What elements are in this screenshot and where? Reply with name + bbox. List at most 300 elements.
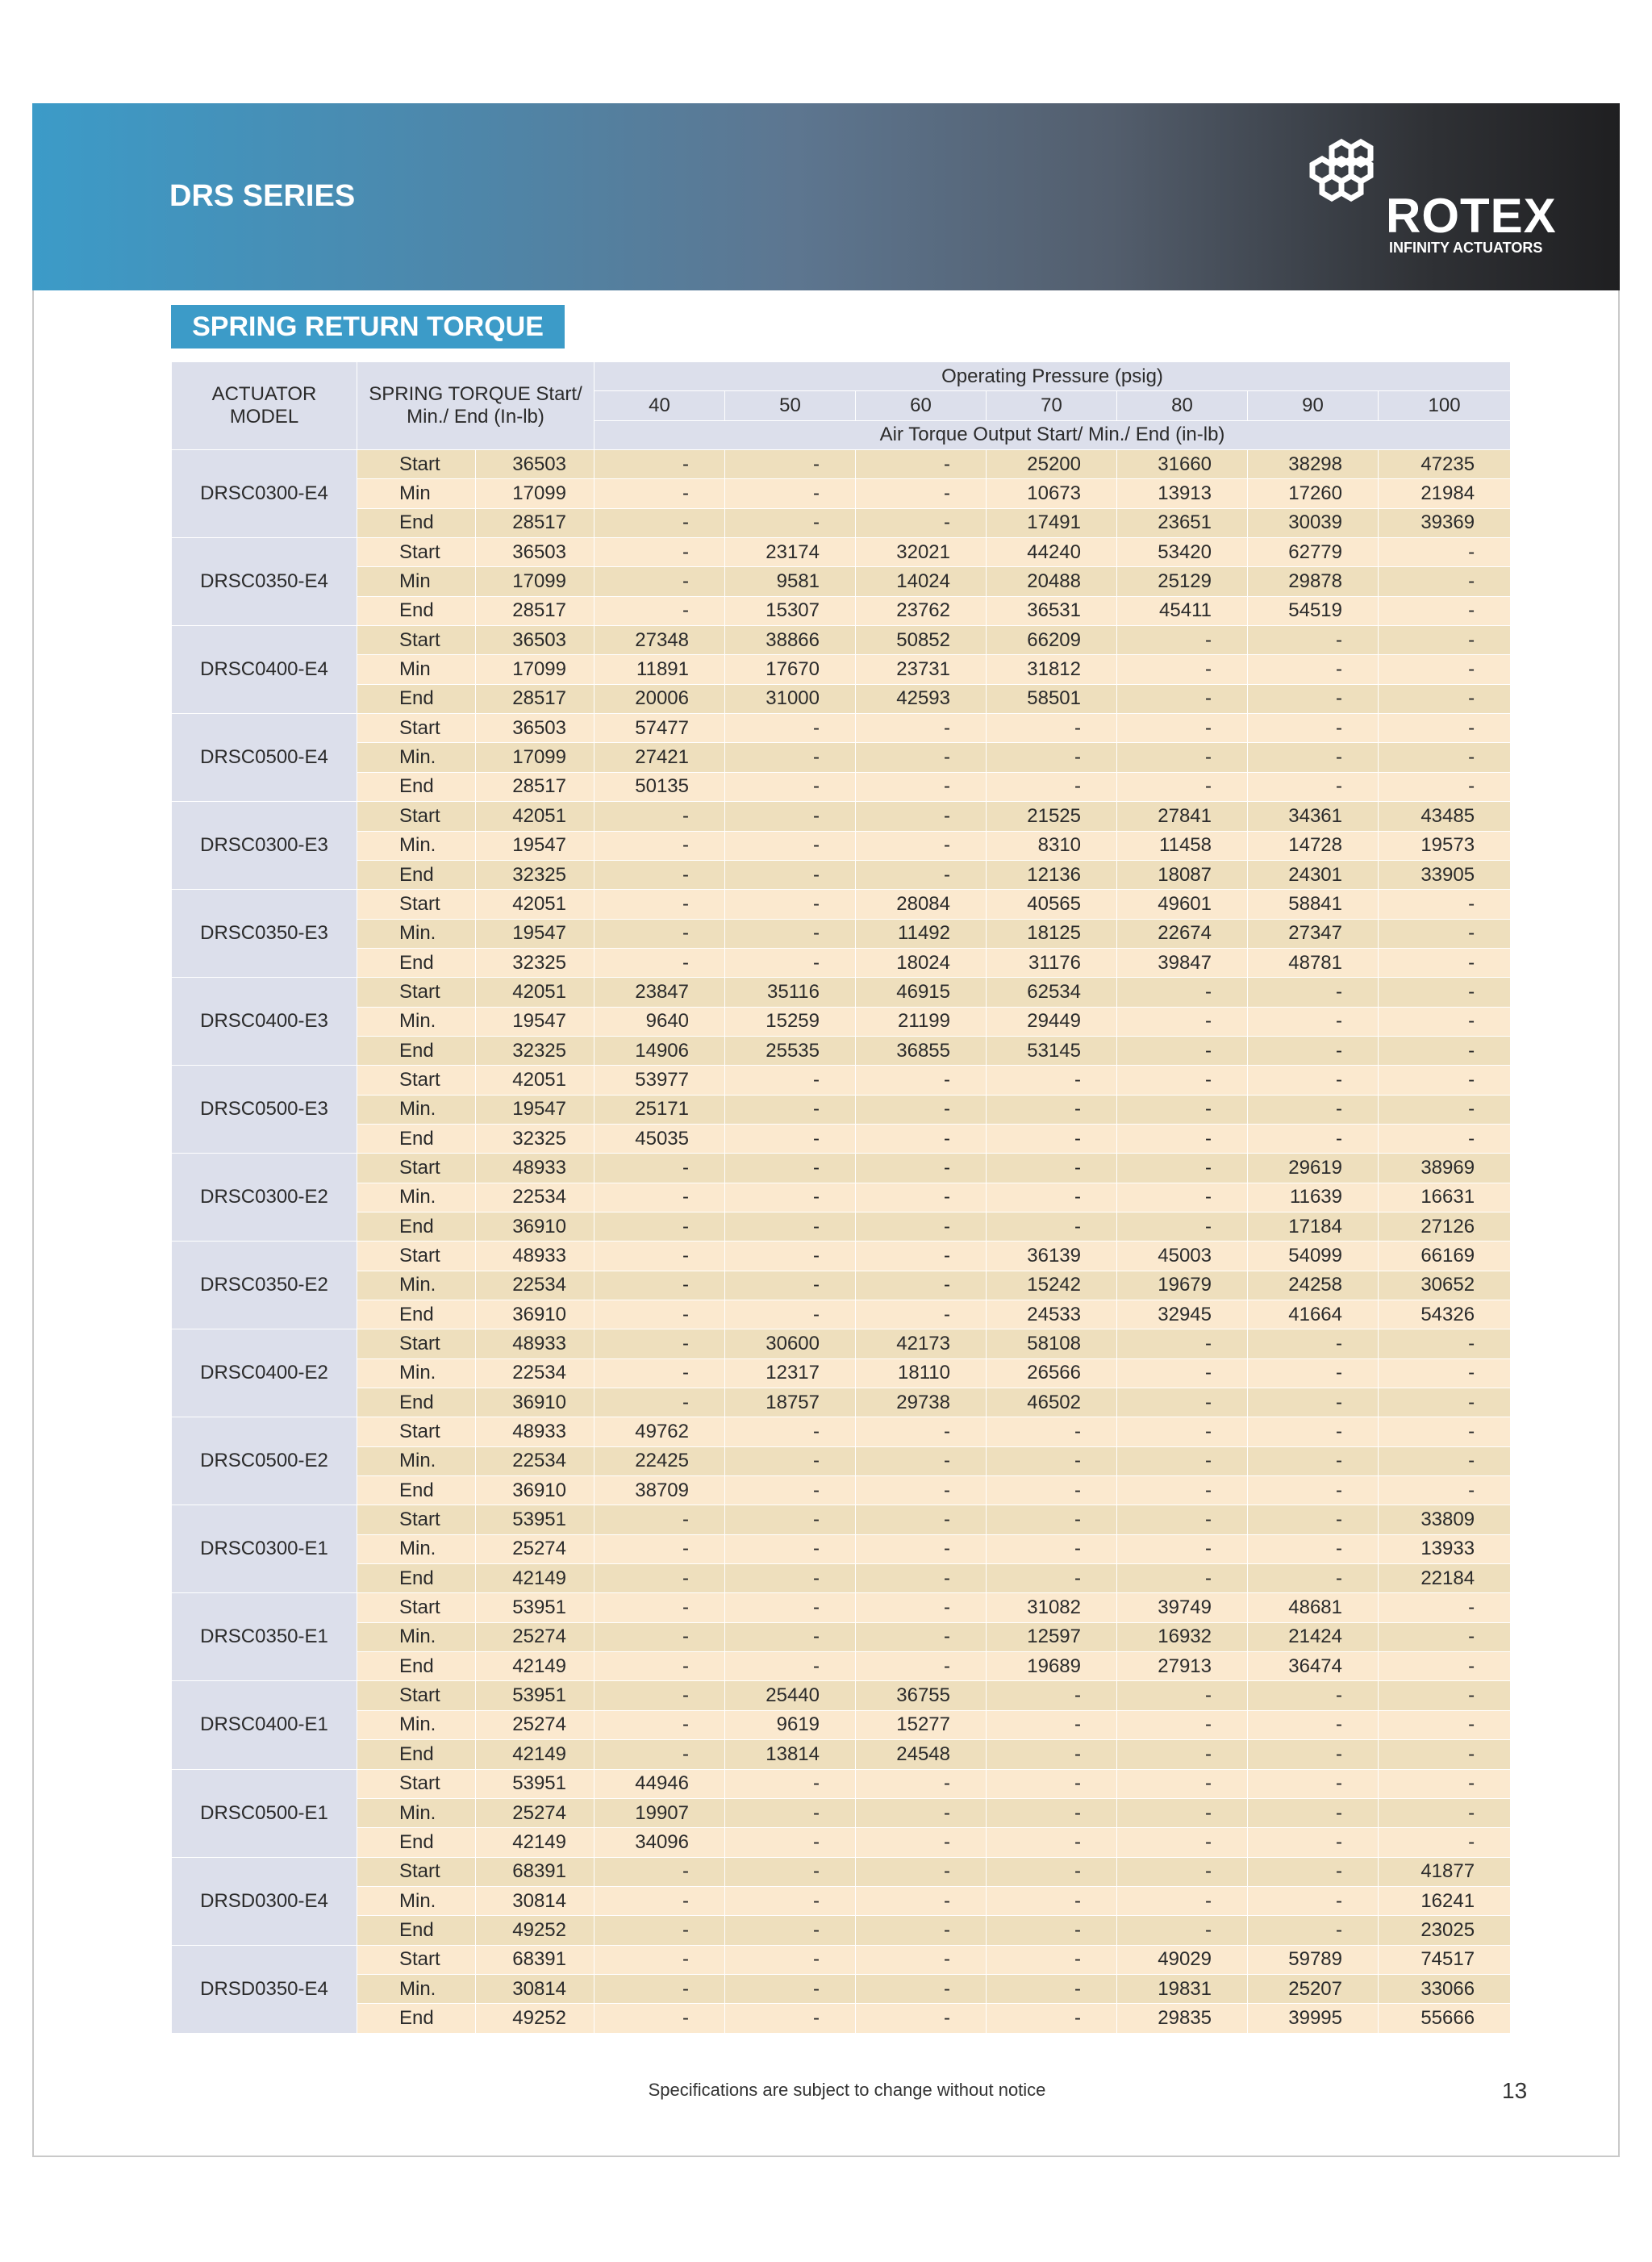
air-torque-cell: - xyxy=(725,890,856,919)
air-torque-cell: - xyxy=(725,508,856,537)
torque-type-cell: End xyxy=(357,1212,476,1241)
actuator-model-cell: DRSC0350-E3 xyxy=(172,890,357,978)
air-torque-cell: - xyxy=(725,1652,856,1681)
air-torque-cell: - xyxy=(725,1095,856,1124)
air-torque-cell: 29619 xyxy=(1248,1154,1379,1183)
torque-type-cell: End xyxy=(357,1124,476,1153)
air-torque-cell: - xyxy=(1248,1798,1379,1827)
footer-note: Specifications are subject to change without notice xyxy=(648,2080,1046,2100)
air-torque-cell: 39995 xyxy=(1248,2004,1379,2033)
air-torque-cell: 25129 xyxy=(1117,567,1248,596)
table-row xyxy=(172,1945,1511,1974)
air-torque-cell: 27841 xyxy=(1117,802,1248,831)
spring-torque-cell: 25274 xyxy=(476,1798,594,1827)
air-torque-cell: - xyxy=(594,919,725,948)
torque-type-cell: End xyxy=(357,2004,476,2033)
air-torque-cell: - xyxy=(725,1212,856,1241)
air-torque-cell: - xyxy=(1117,626,1248,655)
air-torque-cell: - xyxy=(856,508,987,537)
air-torque-cell: - xyxy=(725,1066,856,1095)
table-row xyxy=(172,1740,1511,1769)
air-torque-cell: 18024 xyxy=(856,948,987,977)
air-torque-cell: - xyxy=(1379,1622,1511,1651)
air-torque-cell: - xyxy=(987,1769,1117,1798)
air-torque-cell: - xyxy=(1248,1124,1379,1153)
torque-type-cell: Min. xyxy=(357,1271,476,1300)
air-torque-cell: 23731 xyxy=(856,655,987,684)
air-torque-cell: - xyxy=(987,1681,1117,1710)
air-torque-cell: - xyxy=(594,1212,725,1241)
air-torque-cell: 24533 xyxy=(987,1300,1117,1329)
air-torque-cell: - xyxy=(725,772,856,801)
air-torque-cell: - xyxy=(1117,1476,1248,1505)
air-torque-cell: 17260 xyxy=(1248,479,1379,508)
air-torque-cell: - xyxy=(1379,1593,1511,1622)
air-torque-cell: - xyxy=(725,948,856,977)
table-row xyxy=(172,1036,1511,1065)
air-torque-cell: 39847 xyxy=(1117,948,1248,977)
air-torque-cell: - xyxy=(856,743,987,772)
air-torque-cell: 34096 xyxy=(594,1828,725,1857)
torque-type-cell: Start xyxy=(357,1681,476,1710)
air-torque-cell: - xyxy=(987,2004,1117,2033)
air-torque-cell: - xyxy=(725,802,856,831)
spring-torque-cell: 22534 xyxy=(476,1446,594,1475)
air-torque-cell: 11458 xyxy=(1117,831,1248,860)
air-torque-cell: 15307 xyxy=(725,596,856,625)
air-torque-cell: 17184 xyxy=(1248,1212,1379,1241)
air-torque-cell: - xyxy=(1117,684,1248,713)
air-torque-cell: - xyxy=(594,479,725,508)
air-torque-cell: 74517 xyxy=(1379,1945,1511,1974)
air-torque-cell: 12317 xyxy=(725,1358,856,1388)
air-torque-cell: 39749 xyxy=(1117,1593,1248,1622)
air-torque-cell: - xyxy=(1248,772,1379,801)
table-row xyxy=(172,1798,1511,1827)
air-torque-cell: 31176 xyxy=(987,948,1117,977)
torque-type-cell: Min. xyxy=(357,1534,476,1563)
air-torque-cell: - xyxy=(1248,1446,1379,1475)
air-torque-cell: 54326 xyxy=(1379,1300,1511,1329)
table-row xyxy=(172,1388,1511,1417)
series-title: DRS SERIES xyxy=(169,179,356,213)
table-row xyxy=(172,538,1511,567)
air-torque-cell: 49029 xyxy=(1117,1945,1248,1974)
logo-tagline: INFINITY ACTUATORS xyxy=(1389,240,1543,256)
air-torque-cell: - xyxy=(1379,1681,1511,1710)
air-torque-cell: - xyxy=(1248,1358,1379,1388)
air-torque-cell: - xyxy=(725,1183,856,1212)
table-row xyxy=(172,743,1511,772)
actuator-model-cell: DRSC0350-E4 xyxy=(172,538,357,626)
actuator-model-cell: DRSC0400-E3 xyxy=(172,978,357,1066)
air-torque-cell: - xyxy=(1379,538,1511,567)
air-torque-cell: - xyxy=(725,479,856,508)
air-torque-cell: 25535 xyxy=(725,1036,856,1065)
air-torque-cell: 16631 xyxy=(1379,1183,1511,1212)
air-torque-cell: - xyxy=(1248,1828,1379,1857)
spring-torque-cell: 36503 xyxy=(476,626,594,655)
air-torque-cell: - xyxy=(1248,655,1379,684)
air-torque-cell: - xyxy=(856,1212,987,1241)
torque-type-cell: End xyxy=(357,596,476,625)
air-torque-cell: - xyxy=(1248,1388,1379,1417)
air-torque-cell: - xyxy=(1117,1154,1248,1183)
air-torque-cell: - xyxy=(856,1593,987,1622)
air-torque-cell: - xyxy=(856,1124,987,1153)
air-torque-cell: 45411 xyxy=(1117,596,1248,625)
air-torque-cell: 23762 xyxy=(856,596,987,625)
torque-type-cell: Min xyxy=(357,567,476,596)
air-torque-cell: - xyxy=(987,1798,1117,1827)
table-row xyxy=(172,1154,1511,1183)
air-torque-cell: - xyxy=(856,1769,987,1798)
torque-type-cell: Min. xyxy=(357,1358,476,1388)
air-torque-cell: - xyxy=(725,1476,856,1505)
air-torque-cell: 23174 xyxy=(725,538,856,567)
air-torque-cell: - xyxy=(987,1857,1117,1886)
air-torque-cell: - xyxy=(1117,1183,1248,1212)
air-torque-cell: - xyxy=(1117,1212,1248,1241)
air-torque-cell: 9640 xyxy=(594,1007,725,1036)
air-torque-cell: - xyxy=(987,1534,1117,1563)
air-torque-cell: - xyxy=(856,831,987,860)
air-torque-cell: 31000 xyxy=(725,684,856,713)
air-torque-cell: 19907 xyxy=(594,1798,725,1827)
actuator-model-cell: DRSD0300-E4 xyxy=(172,1857,357,1945)
torque-type-cell: Start xyxy=(357,802,476,831)
air-torque-cell: - xyxy=(1117,1095,1248,1124)
air-torque-cell: - xyxy=(1379,1417,1511,1446)
torque-type-cell: Start xyxy=(357,1857,476,1886)
air-torque-cell: 22184 xyxy=(1379,1564,1511,1593)
air-torque-cell: - xyxy=(1248,1329,1379,1358)
air-torque-cell: - xyxy=(725,831,856,860)
torque-type-cell: End xyxy=(357,508,476,537)
torque-type-cell: Min. xyxy=(357,1798,476,1827)
spring-torque-cell: 19547 xyxy=(476,1095,594,1124)
air-torque-cell: - xyxy=(987,1446,1117,1475)
air-torque-cell: - xyxy=(1117,1857,1248,1886)
air-torque-cell: - xyxy=(1117,1036,1248,1065)
pressure-header-80: 80 xyxy=(1117,391,1248,420)
actuator-model-cell: DRSC0350-E1 xyxy=(172,1593,357,1681)
air-torque-cell: 36855 xyxy=(856,1036,987,1065)
actuator-model-cell: DRSC0500-E1 xyxy=(172,1769,357,1857)
torque-type-cell: Start xyxy=(357,890,476,919)
air-torque-cell: 48781 xyxy=(1248,948,1379,977)
air-torque-cell: - xyxy=(856,2004,987,2033)
torque-type-cell: Min. xyxy=(357,1622,476,1651)
table-row xyxy=(172,1828,1511,1857)
spring-torque-cell: 32325 xyxy=(476,948,594,977)
spring-torque-cell: 28517 xyxy=(476,508,594,537)
air-torque-cell: 29878 xyxy=(1248,567,1379,596)
torque-type-cell: End xyxy=(357,1652,476,1681)
air-torque-cell: - xyxy=(987,743,1117,772)
air-torque-cell: 62534 xyxy=(987,978,1117,1007)
air-torque-cell: - xyxy=(987,1564,1117,1593)
table-row xyxy=(172,978,1511,1007)
air-torque-cell: - xyxy=(594,831,725,860)
air-torque-cell: - xyxy=(725,1271,856,1300)
air-torque-cell: 30039 xyxy=(1248,508,1379,537)
air-torque-cell: - xyxy=(856,1622,987,1651)
air-torque-cell: - xyxy=(856,1154,987,1183)
air-torque-cell: 25207 xyxy=(1248,1974,1379,2003)
air-torque-cell: 23847 xyxy=(594,978,725,1007)
air-torque-cell: - xyxy=(1117,1417,1248,1446)
air-torque-cell: 12136 xyxy=(987,860,1117,889)
air-torque-cell: - xyxy=(594,1974,725,2003)
air-torque-cell: 24258 xyxy=(1248,1271,1379,1300)
spring-torque-cell: 22534 xyxy=(476,1358,594,1388)
air-torque-cell: 22674 xyxy=(1117,919,1248,948)
air-torque-cell: - xyxy=(1248,1066,1379,1095)
air-torque-cell: 38298 xyxy=(1248,450,1379,479)
spring-torque-cell: 36910 xyxy=(476,1388,594,1417)
air-torque-cell: - xyxy=(1248,1681,1379,1710)
air-torque-cell: - xyxy=(725,1945,856,1974)
torque-type-cell: Min. xyxy=(357,1974,476,2003)
torque-type-cell: Start xyxy=(357,1154,476,1183)
spring-torque-cell: 30814 xyxy=(476,1886,594,1915)
air-torque-cell: - xyxy=(594,1652,725,1681)
spring-torque-cell: 28517 xyxy=(476,596,594,625)
spring-torque-cell: 32325 xyxy=(476,1036,594,1065)
torque-type-cell: Min. xyxy=(357,1446,476,1475)
air-torque-cell: - xyxy=(1248,1740,1379,1769)
air-torque-cell: - xyxy=(1248,1564,1379,1593)
air-torque-cell: 13933 xyxy=(1379,1534,1511,1563)
air-torque-cell: 9581 xyxy=(725,567,856,596)
spring-torque-cell: 19547 xyxy=(476,831,594,860)
spring-torque-cell: 25274 xyxy=(476,1622,594,1651)
torque-type-cell: Start xyxy=(357,1329,476,1358)
air-torque-cell: 16932 xyxy=(1117,1622,1248,1651)
spring-torque-cell: 53951 xyxy=(476,1593,594,1622)
table-row xyxy=(172,1007,1511,1036)
table-row xyxy=(172,1505,1511,1534)
spring-torque-cell: 36910 xyxy=(476,1300,594,1329)
air-torque-cell: - xyxy=(987,1505,1117,1534)
air-torque-cell: - xyxy=(594,1886,725,1915)
air-torque-cell: - xyxy=(856,1828,987,1857)
air-torque-cell: 31082 xyxy=(987,1593,1117,1622)
air-torque-cell: 36474 xyxy=(1248,1652,1379,1681)
air-torque-cell: 54519 xyxy=(1248,596,1379,625)
air-torque-cell: - xyxy=(594,948,725,977)
spring-torque-cell: 42149 xyxy=(476,1564,594,1593)
air-torque-cell: 40565 xyxy=(987,890,1117,919)
torque-type-cell: End xyxy=(357,1476,476,1505)
torque-type-cell: Min. xyxy=(357,1886,476,1915)
spring-torque-cell: 49252 xyxy=(476,2004,594,2033)
air-torque-cell: - xyxy=(1379,1388,1511,1417)
torque-type-cell: End xyxy=(357,1036,476,1065)
spring-torque-cell: 48933 xyxy=(476,1329,594,1358)
air-torque-cell: - xyxy=(725,1154,856,1183)
air-torque-cell: 34361 xyxy=(1248,802,1379,831)
air-torque-cell: 45035 xyxy=(594,1124,725,1153)
air-torque-cell: 31812 xyxy=(987,655,1117,684)
air-torque-cell: - xyxy=(594,1505,725,1534)
air-torque-cell: - xyxy=(1117,1769,1248,1798)
spring-torque-cell: 36910 xyxy=(476,1212,594,1241)
actuator-model-cell: DRSC0400-E4 xyxy=(172,626,357,714)
air-torque-cell: - xyxy=(594,538,725,567)
air-torque-cell: - xyxy=(987,772,1117,801)
air-torque-cell: - xyxy=(725,1857,856,1886)
air-torque-cell: - xyxy=(594,1622,725,1651)
spring-return-torque-table xyxy=(171,361,1511,2034)
air-torque-cell: - xyxy=(1379,772,1511,801)
air-torque-cell: 21424 xyxy=(1248,1622,1379,1651)
spring-torque-cell: 53951 xyxy=(476,1681,594,1710)
air-torque-cell: - xyxy=(594,1857,725,1886)
spring-torque-cell: 17099 xyxy=(476,743,594,772)
air-torque-cell: - xyxy=(987,714,1117,743)
air-torque-cell: 27126 xyxy=(1379,1212,1511,1241)
air-torque-cell: - xyxy=(856,1476,987,1505)
air-torque-cell: - xyxy=(725,1798,856,1827)
air-torque-cell: - xyxy=(725,2004,856,2033)
air-torque-cell: 13913 xyxy=(1117,479,1248,508)
air-torque-cell: 38709 xyxy=(594,1476,725,1505)
table-row xyxy=(172,1271,1511,1300)
air-torque-cell: - xyxy=(1117,772,1248,801)
air-torque-cell: 58501 xyxy=(987,684,1117,713)
air-torque-cell: - xyxy=(1379,655,1511,684)
air-torque-cell: - xyxy=(856,772,987,801)
torque-type-cell: Min. xyxy=(357,1710,476,1739)
header-spring-torque: SPRING TORQUE Start/ Min./ End (In-lb) xyxy=(357,362,594,450)
air-torque-cell: - xyxy=(856,1564,987,1593)
air-torque-cell: - xyxy=(856,1857,987,1886)
torque-type-cell: End xyxy=(357,948,476,977)
air-torque-cell: 26566 xyxy=(987,1358,1117,1388)
table-row xyxy=(172,919,1511,948)
actuator-model-cell: DRSC0300-E4 xyxy=(172,450,357,538)
air-torque-cell: - xyxy=(1379,1652,1511,1681)
air-torque-cell: 47235 xyxy=(1379,450,1511,479)
spring-torque-cell: 22534 xyxy=(476,1183,594,1212)
table-row xyxy=(172,1622,1511,1651)
page-number: 13 xyxy=(1502,2078,1528,2103)
air-torque-cell: 19689 xyxy=(987,1652,1117,1681)
air-torque-cell: - xyxy=(987,1154,1117,1183)
air-torque-cell: - xyxy=(594,802,725,831)
table-row xyxy=(172,1358,1511,1388)
air-torque-cell: 14906 xyxy=(594,1036,725,1065)
table-row xyxy=(172,684,1511,713)
table-row xyxy=(172,1446,1511,1475)
air-torque-cell: - xyxy=(1379,978,1511,1007)
air-torque-cell: - xyxy=(594,860,725,889)
spring-torque-cell: 53951 xyxy=(476,1505,594,1534)
air-torque-cell: - xyxy=(987,1417,1117,1446)
air-torque-cell: 25171 xyxy=(594,1095,725,1124)
air-torque-cell: 29449 xyxy=(987,1007,1117,1036)
air-torque-cell: 53977 xyxy=(594,1066,725,1095)
air-torque-cell: 36755 xyxy=(856,1681,987,1710)
air-torque-cell: - xyxy=(1117,1710,1248,1739)
torque-type-cell: Min. xyxy=(357,1183,476,1212)
air-torque-cell: - xyxy=(1248,626,1379,655)
air-torque-cell: - xyxy=(1248,743,1379,772)
air-torque-cell: - xyxy=(725,1417,856,1446)
air-torque-cell: 43485 xyxy=(1379,802,1511,831)
air-torque-cell: - xyxy=(594,1740,725,1769)
table-row xyxy=(172,890,1511,919)
air-torque-cell: - xyxy=(1379,919,1511,948)
air-torque-cell: 21984 xyxy=(1379,479,1511,508)
air-torque-cell: 38866 xyxy=(725,626,856,655)
air-torque-cell: 18757 xyxy=(725,1388,856,1417)
air-torque-cell: - xyxy=(1379,1329,1511,1358)
actuator-model-cell: DRSC0400-E1 xyxy=(172,1681,357,1769)
air-torque-cell: 24301 xyxy=(1248,860,1379,889)
torque-type-cell: End xyxy=(357,1564,476,1593)
table-row xyxy=(172,1593,1511,1622)
air-torque-cell: 8310 xyxy=(987,831,1117,860)
table-row xyxy=(172,1769,1511,1798)
air-torque-cell: 22425 xyxy=(594,1446,725,1475)
spring-torque-cell: 48933 xyxy=(476,1154,594,1183)
air-torque-cell: - xyxy=(594,596,725,625)
table-row xyxy=(172,450,1511,479)
torque-type-cell: End xyxy=(357,772,476,801)
air-torque-cell: - xyxy=(1117,1798,1248,1827)
air-torque-cell: 59789 xyxy=(1248,1945,1379,1974)
table-row xyxy=(172,596,1511,625)
air-torque-cell: 46502 xyxy=(987,1388,1117,1417)
air-torque-cell: - xyxy=(1117,743,1248,772)
spring-torque-cell: 48933 xyxy=(476,1417,594,1446)
torque-type-cell: End xyxy=(357,1916,476,1945)
air-torque-cell: - xyxy=(1248,1916,1379,1945)
air-torque-cell: 41664 xyxy=(1248,1300,1379,1329)
table-row xyxy=(172,1476,1511,1505)
air-torque-cell: - xyxy=(856,1974,987,2003)
torque-type-cell: Min. xyxy=(357,919,476,948)
torque-type-cell: End xyxy=(357,1740,476,1769)
air-torque-cell: 44946 xyxy=(594,1769,725,1798)
air-torque-cell: - xyxy=(1379,1066,1511,1095)
air-torque-cell: - xyxy=(725,1769,856,1798)
air-torque-cell: - xyxy=(594,1388,725,1417)
table-row xyxy=(172,1681,1511,1710)
pressure-header-100: 100 xyxy=(1379,391,1511,420)
table-row xyxy=(172,1857,1511,1886)
air-torque-cell: - xyxy=(594,1945,725,1974)
torque-type-cell: Start xyxy=(357,1593,476,1622)
pressure-header-60: 60 xyxy=(856,391,987,420)
air-torque-cell: 11639 xyxy=(1248,1183,1379,1212)
spring-torque-cell: 17099 xyxy=(476,655,594,684)
torque-type-cell: End xyxy=(357,1388,476,1417)
air-torque-cell: - xyxy=(594,890,725,919)
air-torque-cell: - xyxy=(1248,978,1379,1007)
air-torque-cell: - xyxy=(856,1417,987,1446)
air-torque-cell: - xyxy=(1379,743,1511,772)
air-torque-cell: 21199 xyxy=(856,1007,987,1036)
air-torque-cell: - xyxy=(1117,1681,1248,1710)
spring-torque-cell: 42051 xyxy=(476,890,594,919)
table-row xyxy=(172,567,1511,596)
spring-torque-cell: 53951 xyxy=(476,1769,594,1798)
torque-type-cell: Min. xyxy=(357,743,476,772)
